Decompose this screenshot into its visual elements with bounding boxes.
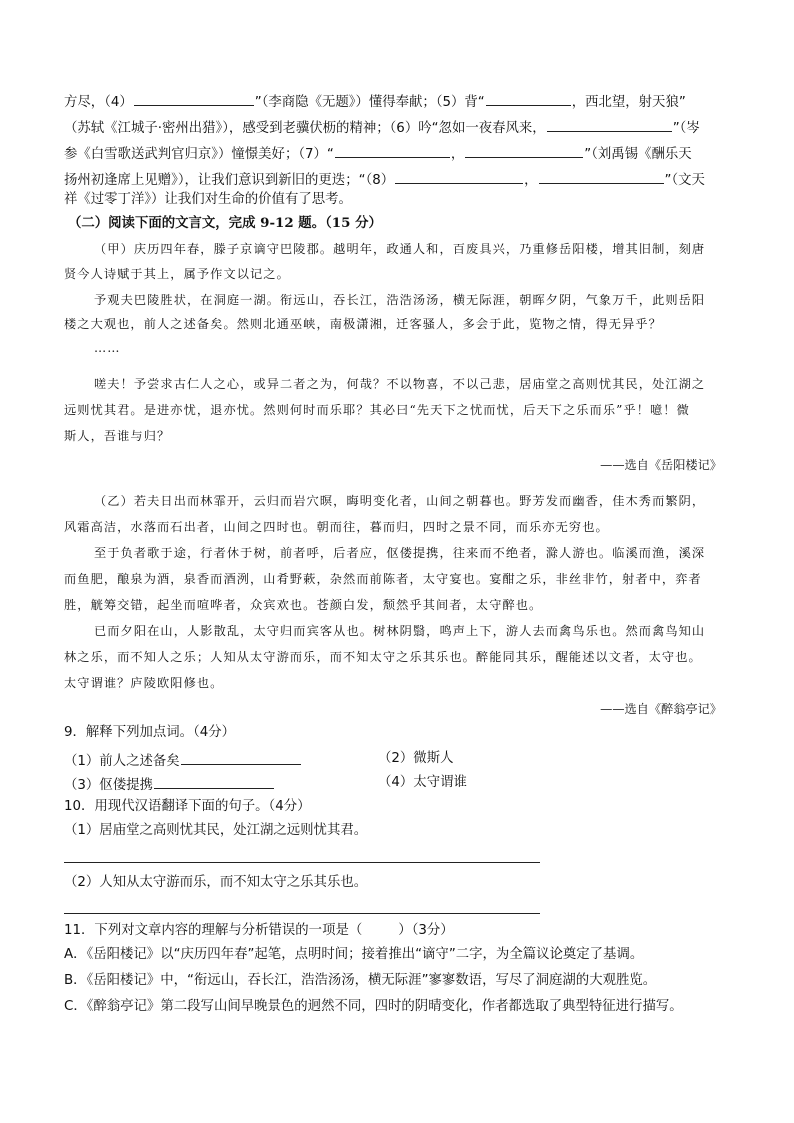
question-9-item-2: （2）微斯人 [378, 751, 454, 766]
text: ， [450, 147, 465, 162]
question-9-item-3 [64, 774, 275, 795]
question-10-item-1: （1）居庙堂之高则忧其民，处江湖之远则忧其君。 [64, 823, 368, 838]
passage-a-line: 远则忧其君。是进亦忧，退亦忧。然则何时而乐耶？其必曰“先天下之忧而忧，后天下之乐而乐”乎！噫！微 [64, 403, 690, 417]
text: （1）前人之述备矣 [64, 754, 180, 769]
question-9-stem: 9．解释下列加点词。（4分） [64, 725, 236, 740]
fill-in-line-3 [64, 143, 730, 164]
question-11-stem [64, 922, 454, 940]
passage-a-line: 予观夫巴陵胜状，在洞庭一湖。衔远山，吞长江，浩浩汤汤，横无际涯，朝晖夕阴，气象万千，此则岳阳 [94, 293, 706, 307]
question-9-item-1 [64, 750, 302, 771]
passage-a-line: 楼之大观也，前人之述备矣。然则北通巫峡，南极潇湘，迁客骚人，多会于此，览物之情，得无异乎？ [64, 317, 662, 331]
passage-b-line: 林之乐，而不知人之乐；人知从太守游而乐，而不知太守之乐其乐也。醉能同其乐，醒能述以文者，太守也。 [64, 650, 702, 664]
question-10-stem: 10．用现代汉语翻译下面的句子。（4分） [64, 799, 311, 814]
passage-b-line: 至于负者歌于途，行者休于树，前者呼，后者应，伛偻提携，往来而不绝者，滁人游也。临溪而渔，溪深 [94, 546, 706, 560]
passage-a-line: 贤今人诗赋于其上，属予作文以记之。 [64, 267, 290, 281]
text: ”（岑 [672, 121, 700, 136]
answer-blank-5[interactable] [486, 91, 571, 106]
passage-b-line: 风霜高洁，水落而石出者，山间之四时也。朝而往，暮而归，四时之景不同，而乐亦无穷也。 [64, 520, 609, 534]
section-title: （二）阅读下面的文言文，完成 9-12 题。（15 分） [68, 215, 382, 231]
passage-a-line: （甲）庆历四年春，滕子京谪守巴陵郡。越明年，政通人和，百废具兴，乃重修岳阳楼，增其旧制，刻唐 [94, 242, 706, 256]
answer-blank-4[interactable] [134, 91, 254, 106]
text: （苏轼《江城子·密州出猎》），感受到老骥伏枥的精神；（6）吟“忽如一夜春风来， [64, 121, 546, 136]
text: ）（3分） [398, 923, 454, 938]
passage-a-line: 嗟夫！予尝求古仁人之心，或异二者之为，何哉？不以物喜，不以己悲，居庙堂之高则忧其民，处江湖之 [94, 377, 706, 391]
question-9-item-4: （4）太守谓谁 [378, 775, 467, 790]
passage-b-line: 而鱼肥，酿泉为酒，泉香而酒洌，山肴野蔌，杂然而前陈者，太守宴也。宴酣之乐，非丝非竹，射者中，弈者 [64, 572, 702, 586]
fill-in-line-5: 祥《过零丁洋》）让我们对生命的价值有了思考。 [64, 192, 352, 207]
question-10-item-2: （2）人知从太守游而乐，而不知太守之乐其乐也。 [64, 875, 368, 890]
passage-b-line: 太守谓谁？庐陵欧阳修也。 [64, 676, 224, 690]
text: ， [524, 173, 538, 188]
passage-a-ellipsis: …… [94, 341, 121, 355]
fill-in-line-1 [64, 91, 730, 112]
text: ”（李商隐《无题》）懂得奉献；（5）背“ [254, 95, 485, 110]
passage-b-source: ——选自《醉翁亭记》 [600, 702, 722, 716]
answer-blank-9-3[interactable] [154, 774, 274, 789]
answer-blank-8a[interactable] [395, 169, 523, 184]
text: 11．下列对文章内容的理解与分析错误的一项是（ [64, 923, 363, 938]
text: ”（文天 [664, 173, 705, 188]
answer-blank-7a[interactable] [335, 143, 450, 158]
text: ，西北望，射天狼” [571, 95, 686, 110]
passage-b-line: 已而夕阳在山，人影散乱，太守归而宾客从也。树林阴翳，鸣声上下，游人去而禽鸟乐也。然而禽鸟知山 [94, 624, 706, 638]
question-11-option-a: A．《岳阳楼记》以“庆历四年春”起笔，点明时间；接着推出“谪守”二字，为全篇议论奠定了基调。 [64, 947, 644, 962]
passage-b-line: 胜，觥筹交错，起坐而喧哗者，众宾欢也。苍颜白发，颓然乎其间者，太守醉也。 [64, 598, 543, 612]
answer-blank-8b[interactable] [539, 169, 664, 184]
text: （3）伛偻提携 [64, 778, 153, 793]
answer-blank-6[interactable] [547, 117, 672, 132]
fill-in-line-2 [64, 117, 730, 138]
text: 方尽，（4） [64, 95, 133, 110]
passage-a-line: 斯人，吾谁与归？ [64, 429, 171, 443]
passage-a-source: ——选自《岳阳楼记》 [600, 458, 722, 472]
question-11-option-c: C．《醉翁亭记》第二段写山间早晚景色的迥然不同，四时的阴晴变化，作者都选取了典型特征进行描写。 [64, 999, 683, 1014]
text: 参《白雪歌送武判官归京》）憧憬美好；（7）“ [64, 147, 334, 162]
passage-b-line: （乙）若夫日出而林霏开，云归而岩穴暝，晦明变化者，山间之朝暮也。野芳发而幽香，佳木秀而繁阴， [94, 494, 706, 508]
answer-blank-7b[interactable] [465, 143, 583, 158]
answer-line-10-2[interactable] [64, 913, 540, 914]
answer-line-10-1[interactable] [64, 862, 540, 863]
text: 扬州初逢席上见赠》），让我们意识到新旧的更迭；“（8） [64, 173, 395, 188]
answer-blank-9-1[interactable] [181, 750, 301, 765]
text: ”（刘禹锡《酬乐天 [584, 147, 692, 162]
question-11-option-b: B．《岳阳楼记》中，“衔远山，吞长江，浩浩汤汤，横无际涯”寥寥数语，写尽了洞庭湖的大观胜览。 [64, 973, 657, 988]
fill-in-line-4 [64, 169, 730, 190]
